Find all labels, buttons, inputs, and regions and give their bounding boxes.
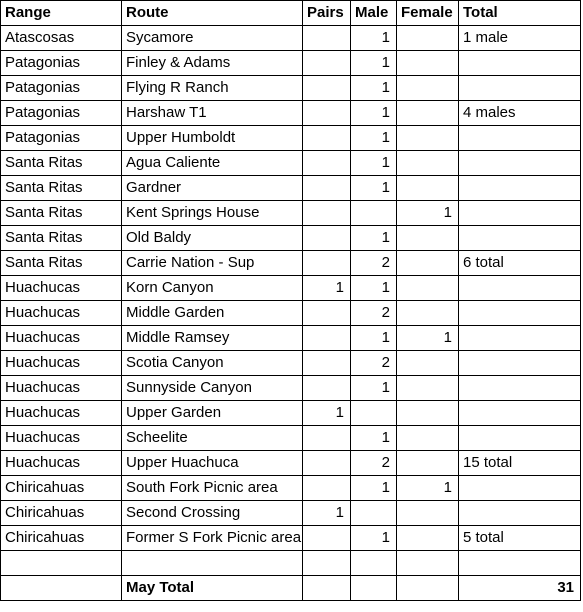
cell-male[interactable]: 1 <box>351 76 397 101</box>
table-row <box>1 526 581 551</box>
cell-female[interactable] <box>397 376 459 401</box>
may-total-label[interactable]: May Total <box>122 576 303 601</box>
cell-total[interactable]: 1 male <box>459 26 581 51</box>
cell-route[interactable]: Carrie Nation - Sup <box>122 251 303 276</box>
cell-female[interactable] <box>397 226 459 251</box>
cell-range[interactable]: Huachucas <box>1 351 122 376</box>
cell-pairs[interactable] <box>303 51 351 76</box>
cell-total[interactable]: 5 total <box>459 526 581 551</box>
cell-route[interactable]: Korn Canyon <box>122 276 303 301</box>
cell-total[interactable] <box>459 401 581 426</box>
table-row <box>1 451 581 476</box>
cell-pairs[interactable] <box>303 476 351 501</box>
cell-male[interactable]: 1 <box>351 51 397 76</box>
cell-range[interactable]: Santa Ritas <box>1 201 122 226</box>
cell-pairs[interactable] <box>303 201 351 226</box>
cell-total[interactable]: 15 total <box>459 451 581 476</box>
table-row <box>1 251 581 276</box>
table-cell[interactable] <box>303 576 351 601</box>
cell-total[interactable] <box>459 301 581 326</box>
table-row <box>1 201 581 226</box>
cell-route[interactable]: Gardner <box>122 176 303 201</box>
table-row <box>1 276 581 301</box>
cell-pairs[interactable] <box>303 251 351 276</box>
cell-range[interactable]: Santa Ritas <box>1 226 122 251</box>
cell-pairs[interactable] <box>303 151 351 176</box>
table-cell[interactable] <box>1 551 122 576</box>
cell-total[interactable] <box>459 426 581 451</box>
table-cell[interactable] <box>1 576 122 601</box>
table-row <box>1 426 581 451</box>
table-row <box>1 326 581 351</box>
cell-route[interactable]: Scotia Canyon <box>122 351 303 376</box>
table-cell[interactable] <box>303 551 351 576</box>
cell-total[interactable] <box>459 351 581 376</box>
cell-male[interactable]: 1 <box>351 151 397 176</box>
cell-total[interactable] <box>459 476 581 501</box>
cell-female[interactable] <box>397 26 459 51</box>
cell-total[interactable] <box>459 276 581 301</box>
cell-pairs[interactable] <box>303 326 351 351</box>
cell-male[interactable]: 1 <box>351 426 397 451</box>
cell-total[interactable]: 6 total <box>459 251 581 276</box>
cell-total[interactable] <box>459 76 581 101</box>
cell-range[interactable]: Huachucas <box>1 276 122 301</box>
cell-total[interactable]: 4 males <box>459 101 581 126</box>
cell-female[interactable] <box>397 126 459 151</box>
cell-route[interactable]: Agua Caliente <box>122 151 303 176</box>
cell-male[interactable]: 1 <box>351 276 397 301</box>
cell-male[interactable] <box>351 401 397 426</box>
cell-range[interactable]: Santa Ritas <box>1 251 122 276</box>
cell-female[interactable] <box>397 401 459 426</box>
cell-total[interactable] <box>459 201 581 226</box>
cell-female[interactable]: 1 <box>397 201 459 226</box>
table-row <box>1 226 581 251</box>
cell-pairs[interactable] <box>303 126 351 151</box>
table-row <box>1 101 581 126</box>
cell-range[interactable]: Huachucas <box>1 451 122 476</box>
table-row <box>1 151 581 176</box>
cell-pairs[interactable]: 1 <box>303 401 351 426</box>
cell-range[interactable]: Patagonias <box>1 51 122 76</box>
cell-male[interactable]: 1 <box>351 326 397 351</box>
blank-row <box>1 551 581 576</box>
cell-pairs[interactable] <box>303 351 351 376</box>
table-row <box>1 351 581 376</box>
cell-female[interactable] <box>397 101 459 126</box>
cell-pairs[interactable] <box>303 76 351 101</box>
cell-female[interactable] <box>397 176 459 201</box>
table-row <box>1 76 581 101</box>
cell-route[interactable]: Harshaw T1 <box>122 101 303 126</box>
cell-route[interactable]: Finley & Adams <box>122 51 303 76</box>
cell-female[interactable] <box>397 351 459 376</box>
table-row <box>1 301 581 326</box>
cell-range[interactable]: Atascosas <box>1 26 122 51</box>
cell-pairs[interactable]: 1 <box>303 276 351 301</box>
cell-female[interactable] <box>397 76 459 101</box>
cell-total[interactable] <box>459 126 581 151</box>
table-row <box>1 376 581 401</box>
cell-male[interactable]: 1 <box>351 476 397 501</box>
cell-total[interactable] <box>459 501 581 526</box>
table-cell[interactable] <box>351 576 397 601</box>
cell-female[interactable]: 1 <box>397 476 459 501</box>
header-range[interactable]: Range <box>1 1 122 26</box>
cell-male[interactable] <box>351 501 397 526</box>
cell-range[interactable]: Patagonias <box>1 76 122 101</box>
cell-route[interactable]: Middle Ramsey <box>122 326 303 351</box>
table-body <box>1 26 581 551</box>
cell-route[interactable]: Sunnyside Canyon <box>122 376 303 401</box>
table-row <box>1 176 581 201</box>
cell-female[interactable] <box>397 301 459 326</box>
cell-male[interactable]: 2 <box>351 251 397 276</box>
cell-male[interactable]: 1 <box>351 126 397 151</box>
cell-pairs[interactable] <box>303 301 351 326</box>
cell-range[interactable]: Santa Ritas <box>1 176 122 201</box>
cell-total[interactable] <box>459 326 581 351</box>
cell-route[interactable]: Upper Humboldt <box>122 126 303 151</box>
cell-range[interactable]: Huachucas <box>1 376 122 401</box>
cell-route[interactable]: Sycamore <box>122 26 303 51</box>
table-cell[interactable] <box>397 551 459 576</box>
table-cell[interactable] <box>397 576 459 601</box>
cell-male[interactable]: 1 <box>351 376 397 401</box>
cell-total[interactable] <box>459 51 581 76</box>
cell-range[interactable]: Huachucas <box>1 426 122 451</box>
cell-female[interactable] <box>397 276 459 301</box>
cell-female[interactable]: 1 <box>397 326 459 351</box>
table-row <box>1 501 581 526</box>
cell-route[interactable]: Former S Fork Picnic area <box>122 526 303 551</box>
table-row <box>1 401 581 426</box>
cell-pairs[interactable] <box>303 376 351 401</box>
cell-pairs[interactable] <box>303 526 351 551</box>
cell-female[interactable] <box>397 151 459 176</box>
cell-female[interactable] <box>397 526 459 551</box>
cell-total[interactable] <box>459 176 581 201</box>
cell-route[interactable]: Scheelite <box>122 426 303 451</box>
cell-male[interactable]: 1 <box>351 176 397 201</box>
cell-range[interactable]: Chiricahuas <box>1 501 122 526</box>
cell-pairs[interactable] <box>303 176 351 201</box>
cell-male[interactable]: 1 <box>351 226 397 251</box>
cell-route[interactable]: Middle Garden <box>122 301 303 326</box>
header-route[interactable]: Route <box>122 1 303 26</box>
header-total[interactable]: Total <box>459 1 581 26</box>
cell-range[interactable]: Huachucas <box>1 301 122 326</box>
table-cell[interactable] <box>122 551 303 576</box>
may-total-row <box>1 576 581 601</box>
cell-male[interactable]: 1 <box>351 101 397 126</box>
cell-total[interactable] <box>459 376 581 401</box>
cell-range[interactable]: Chiricahuas <box>1 476 122 501</box>
table-cell[interactable] <box>459 551 581 576</box>
table-row <box>1 126 581 151</box>
table-row <box>1 51 581 76</box>
cell-pairs[interactable] <box>303 426 351 451</box>
cell-male[interactable]: 1 <box>351 26 397 51</box>
cell-route[interactable]: South Fork Picnic area <box>122 476 303 501</box>
cell-range[interactable]: Chiricahuas <box>1 526 122 551</box>
cell-male[interactable]: 2 <box>351 451 397 476</box>
table-cell[interactable] <box>351 551 397 576</box>
cell-female[interactable] <box>397 251 459 276</box>
may-total-value[interactable]: 31 <box>459 576 581 601</box>
cell-range[interactable]: Santa Ritas <box>1 151 122 176</box>
table-row <box>1 476 581 501</box>
cell-pairs[interactable] <box>303 451 351 476</box>
cell-range[interactable]: Huachucas <box>1 401 122 426</box>
cell-male[interactable] <box>351 201 397 226</box>
cell-total[interactable] <box>459 151 581 176</box>
table-row <box>1 26 581 51</box>
cell-pairs[interactable]: 1 <box>303 501 351 526</box>
cell-route[interactable]: Upper Garden <box>122 401 303 426</box>
cell-female[interactable] <box>397 451 459 476</box>
header-row <box>1 1 581 26</box>
cell-female[interactable] <box>397 51 459 76</box>
cell-route[interactable]: Second Crossing <box>122 501 303 526</box>
cell-pairs[interactable] <box>303 101 351 126</box>
cell-male[interactable]: 1 <box>351 526 397 551</box>
cell-route[interactable]: Kent Springs House <box>122 201 303 226</box>
cell-route[interactable]: Upper Huachuca <box>122 451 303 476</box>
cell-route[interactable]: Flying R Ranch <box>122 76 303 101</box>
header-male[interactable]: Male <box>351 1 397 26</box>
cell-pairs[interactable] <box>303 26 351 51</box>
header-pairs[interactable]: Pairs <box>303 1 351 26</box>
cell-total[interactable] <box>459 226 581 251</box>
cell-female[interactable] <box>397 501 459 526</box>
cell-range[interactable]: Patagonias <box>1 101 122 126</box>
cell-female[interactable] <box>397 426 459 451</box>
header-female[interactable]: Female <box>397 1 459 26</box>
cell-pairs[interactable] <box>303 226 351 251</box>
cell-range[interactable]: Huachucas <box>1 326 122 351</box>
cell-route[interactable]: Old Baldy <box>122 226 303 251</box>
cell-range[interactable]: Patagonias <box>1 126 122 151</box>
cell-male[interactable]: 2 <box>351 351 397 376</box>
cell-male[interactable]: 2 <box>351 301 397 326</box>
